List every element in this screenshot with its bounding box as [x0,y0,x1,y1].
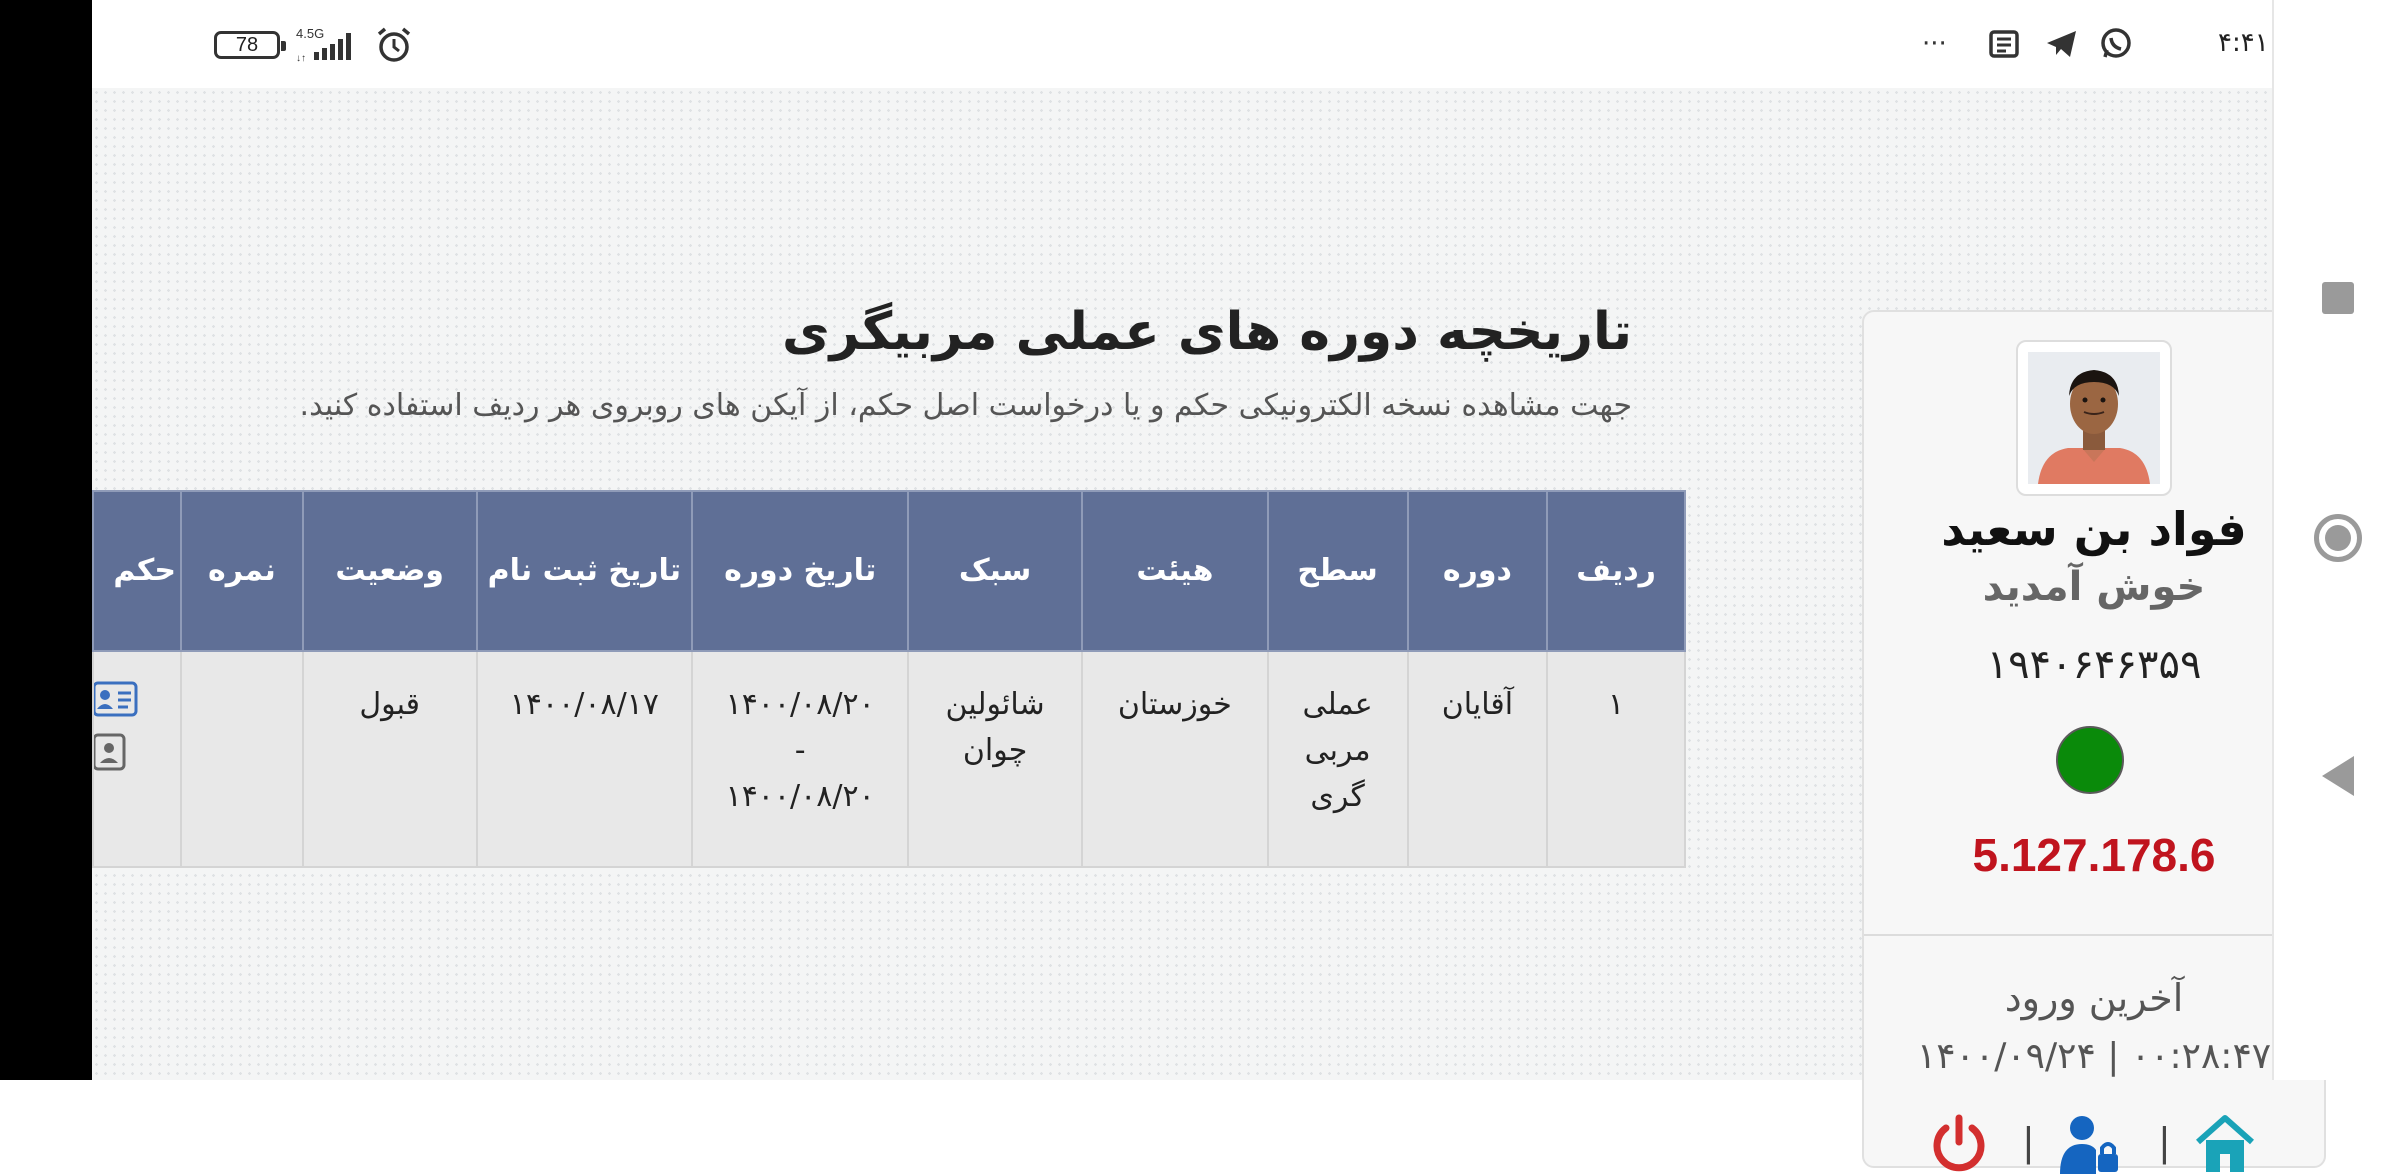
user-lock-icon[interactable] [2058,1112,2120,1174]
page-subtitle: جهت مشاهده نسخه الکترونیکی حکم و یا درخواست اصل حکم، از آیکن های روبروی هر ردیف استفاده کنید. [299,388,1632,423]
back-triangle-icon [2322,756,2354,796]
cell-heyat: خوزستان [1082,651,1268,867]
page-title: تاریخچه دوره های عملی مربیگری [781,302,1632,362]
user-name: فواد بن سعید [1941,502,2247,556]
header-heyat: هیئت [1082,491,1268,651]
clock-time: ۴:۴۱ [2218,28,2269,58]
card-divider [1864,934,2324,936]
cell-tarikh-doreh: ۱۴۰۰/۰۸/۲۰ - ۱۴۰۰/۰۸/۲۰ [692,651,908,867]
home-icon[interactable] [2194,1112,2256,1174]
cell-tarikh-sabt: ۱۴۰۰/۰۸/۱۷ [477,651,693,867]
header-sath: سطح [1268,491,1408,651]
cell-nomreh [181,651,303,867]
battery-icon [214,31,280,59]
left-black-edge [0,0,92,1080]
header-tarikh-sabt: تاریخ ثبت نام [477,491,693,651]
power-icon[interactable] [1928,1112,1990,1174]
cell-sath: عملی مربی گری [1268,651,1408,867]
header-sabk: سبک [908,491,1082,651]
header-nomreh: نمره [181,491,303,651]
circle-icon [2314,514,2362,562]
cell-doreh: آقایان [1408,651,1548,867]
svg-text:↓↑: ↓↑ [296,53,306,62]
last-login-value: ۱۴۰۰/۰۹/۲۴ | ۰۰:۲۸:۴۷ [1916,1036,2272,1077]
cell-radif: ۱ [1547,651,1685,867]
online-status-indicator [2056,726,2124,794]
recent-apps-button[interactable] [2274,282,2400,318]
news-icon [1986,26,2022,62]
welcome-text: خوش آمدید [1982,564,2206,610]
last-login-label: آخرین ورود [2004,976,2184,1020]
network-type-label: 4.5G [296,26,325,41]
battery-level: 78 [235,34,259,56]
header-radif: ردیف [1547,491,1685,651]
header-hokm: حکم [93,491,181,651]
alarm-icon [375,26,413,64]
back-button[interactable] [2274,756,2400,800]
cell-vaziat: قبول [303,651,477,867]
profile-photo [2028,352,2160,484]
square-icon [2322,282,2354,314]
avatar [2016,340,2172,496]
android-nav-bar [2272,0,2400,1080]
status-bar [92,0,2272,88]
profile-card [1862,310,2326,1168]
table-row [93,651,1685,867]
action-separator: | [2022,1120,2035,1164]
home-button[interactable] [2274,514,2400,566]
header-doreh: دوره [1408,491,1548,651]
user-national-code: ۱۹۴۰۶۴۶۳۵۹ [1986,642,2202,688]
id-card-icon[interactable] [93,680,138,718]
table-header-row [93,491,1685,651]
profile-actions [1864,1112,2324,1172]
cell-sabk: شائولین چوان [908,651,1082,867]
header-tarikh-doreh: تاریخ دوره [692,491,908,651]
telegram-icon [2044,26,2080,62]
contact-card-icon[interactable] [93,732,126,772]
action-separator: | [2158,1120,2171,1164]
cell-hokm [93,651,181,867]
page-content [92,88,2272,1164]
signal-icon [296,30,364,62]
whatsapp-icon [2098,26,2134,62]
more-dots-icon: ··· [1922,29,1947,59]
ip-address: 5.127.178.6 [1972,829,2216,881]
header-vaziat: وضعیت [303,491,477,651]
course-history-table [92,490,1686,868]
